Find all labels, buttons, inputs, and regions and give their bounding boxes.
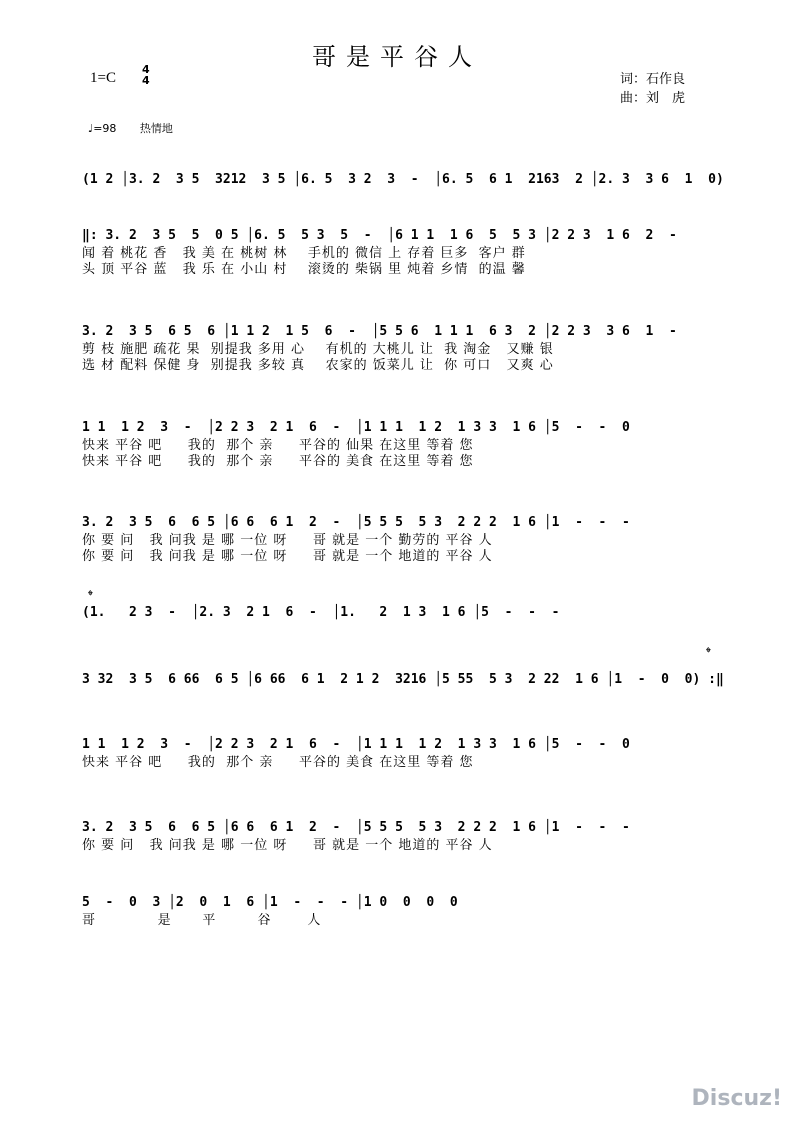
score-row: [82, 513, 722, 565]
score-row: [82, 170, 722, 190]
notation-line: 1 1 1 2 3 - │2 2 3 2 1 6 - │1 1 1 1 2 1 3 3 1 6 │5 - - 0: [82, 420, 630, 435]
composer-credit: 曲：刘 虎: [620, 91, 686, 106]
score-row: [82, 735, 722, 771]
lyric-line: 哥 是 平 谷 人: [82, 913, 322, 928]
tempo-mood: 热情地: [139, 122, 173, 135]
lyric-line: 你 要 问 我 问我 是 哪 一位 呀 哥 就是 一个 地道的 平谷 人: [82, 549, 493, 564]
lyric-line: 你 要 问 我 问我 是 哪 一位 呀 哥 就是 一个 勤劳的 平谷 人: [82, 533, 493, 548]
score-row: [82, 670, 722, 690]
notation-line: 5 - 0 3 │2 0 1 6 │1 - - - │1 0 0 0 0: [82, 895, 458, 910]
song-title: 哥是平谷人: [312, 43, 482, 71]
notation-line: ‖: 3. 2 3 5 5 0 5 │6. 5 5 3 5 - │6 1 1 1 6 5 5 3 │2 2 3 1 6 2 -: [82, 228, 677, 243]
notation-line: (1 2 │3. 2 3 5 3212 3 5 │6. 5 3 2 3 - │6. 5 6 1 2163 2 │2. 3 3 6 1 0): [82, 172, 724, 187]
notation-line: 3 32 3 5 6 66 6 5 │6 66 6 1 2 1 2 3216 │5 55 5 3 2 22 1 6 │1 - 0 0) :‖: [82, 672, 724, 687]
coda-sign-icon: 𝄌: [706, 645, 711, 661]
lyric-line: 闻 着 桃花 香 我 美 在 桃树 林 手机的 微信 上 存着 巨多 客户 群: [82, 246, 526, 261]
score-row: [82, 893, 722, 929]
notation-line: 3. 2 3 5 6 6 5 │6 6 6 1 2 - │5 5 5 5 3 2 2 2 1 6 │1 - - -: [82, 820, 630, 835]
score-row: [82, 418, 722, 470]
lyric-line: 你 要 问 我 问我 是 哪 一位 呀 哥 就是 一个 地道的 平谷 人: [82, 838, 493, 853]
score-row: [82, 603, 722, 623]
lyric-line: 剪 枝 施肥 疏花 果 别提我 多用 心 有机的 大桃儿 让 我 淘金 又赚 银: [82, 342, 554, 357]
notation-line: 3. 2 3 5 6 5 6 │1 1 2 1 5 6 - │5 5 6 1 1 1 6 3 2 │2 2 3 3 6 1 -: [82, 324, 677, 339]
lyric-line: 快来 平谷 吧 我的 那个 亲 平谷的 仙果 在这里 等着 您: [82, 438, 474, 453]
key-signature: 1=C: [90, 70, 116, 86]
lyric-line: 快来 平谷 吧 我的 那个 亲 平谷的 美食 在这里 等着 您: [82, 755, 474, 770]
notation-line: (1. 2 3 - │2. 3 2 1 6 - │1. 2 1 3 1 6 │5 - - -: [82, 605, 560, 620]
notation-line: 3. 2 3 5 6 6 5 │6 6 6 1 2 - │5 5 5 5 3 2 2 2 1 6 │1 - - -: [82, 515, 630, 530]
score-row: [82, 322, 722, 374]
notation-line: 1 1 1 2 3 - │2 2 3 2 1 6 - │1 1 1 1 2 1 3 3 1 6 │5 - - 0: [82, 737, 630, 752]
time-signature-bottom: 4: [142, 74, 150, 87]
watermark-logo: Discuz!: [691, 1086, 782, 1111]
lyric-line: 选 材 配料 保健 身 别提我 多较 真 农家的 饭菜儿 让 你 可口 又爽 心: [82, 358, 554, 373]
lyric-line: 头 顶 平谷 蓝 我 乐 在 小山 村 滚烫的 柴锅 里 炖着 乡情 的温 馨: [82, 262, 526, 277]
time-signature-top: 4: [142, 63, 150, 76]
coda-sign-icon: 𝄌: [88, 588, 93, 604]
lyricist-credit: 词：石作良: [620, 72, 686, 87]
score-row: [82, 818, 722, 854]
lyric-line: 快来 平谷 吧 我的 那个 亲 平谷的 美食 在这里 等着 您: [82, 454, 474, 469]
tempo-value: ♩=98: [88, 122, 117, 135]
score-row: [82, 226, 722, 278]
